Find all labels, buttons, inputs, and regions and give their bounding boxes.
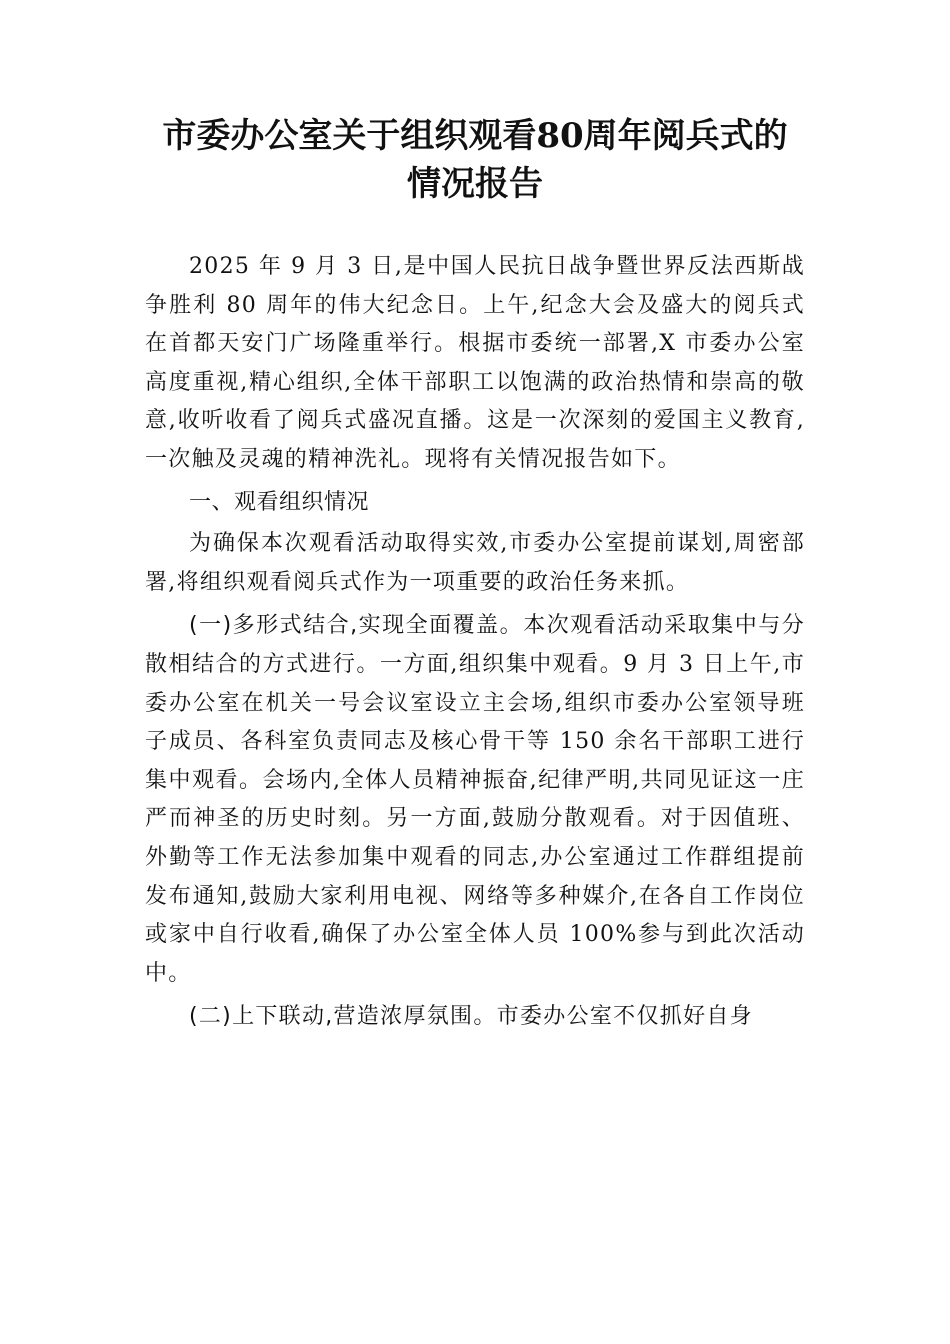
subsection-2-text: 市委办公室不仅抓好自身 <box>496 1004 753 1030</box>
subsection-1-text: 本次观看活动采取集中与分散相结合的方式进行。一方面,组织集中观看。9 月 3 日上午,市委办公室在机关一号会议室设立主会场,组织市委办公室领导班子成员、各科室负责同志及核心骨干等 150 余名干部职工进行集中观看。会场内,全体人员精神振奋,纪律严明,共同见证这一庄严而神圣的历史时刻。另一方面,鼓励分散观看。对于因值班、外勤等工作无法参加集中观看的同志,办公室通过工作群组提前发布通知,鼓励大家利用电视、网络等多种媒介,在各自工作岗位或家中自行收看,确保了办公室全体人员 100%参与到此次活动中。 <box>145 613 805 986</box>
subsection-1-title: (一)多形式结合,实现全面覆盖。 <box>189 613 524 639</box>
document-title <box>120 112 830 208</box>
subsection-2-title: (二)上下联动,营造浓厚氛围。 <box>189 1004 497 1030</box>
document-body <box>145 248 805 1037</box>
intro-paragraph: 2025 年 9 月 3 日,是中国人民抗日战争暨世界反法西斯战争胜利 80 周年的伟大纪念日。上午,纪念大会及盛大的阅兵式在首都天安门广场隆重举行。根据市委统一部署,X 市委办公室高度重视,精心组织,全体干部职工以饱满的政治热情和崇高的敬意,收听收看了阅兵式盛况直播。这是一次深刻的爱国主义教育,一次触及灵魂的精神洗礼。现将有关情况报告如下。 <box>145 254 805 472</box>
subsection-1-paragraph <box>145 607 805 993</box>
section-1-intro-paragraph: 为确保本次观看活动取得实效,市委办公室提前谋划,周密部署,将组织观看阅兵式作为一项重要的政治任务来抓。 <box>145 531 805 595</box>
title-line-1: 市委办公室关于组织观看80周年阅兵式的 <box>162 116 788 156</box>
section-heading-1: 一、观看组织情况 <box>189 489 370 515</box>
subsection-2-paragraph <box>145 998 805 1037</box>
title-line-2: 情况报告 <box>407 164 543 204</box>
